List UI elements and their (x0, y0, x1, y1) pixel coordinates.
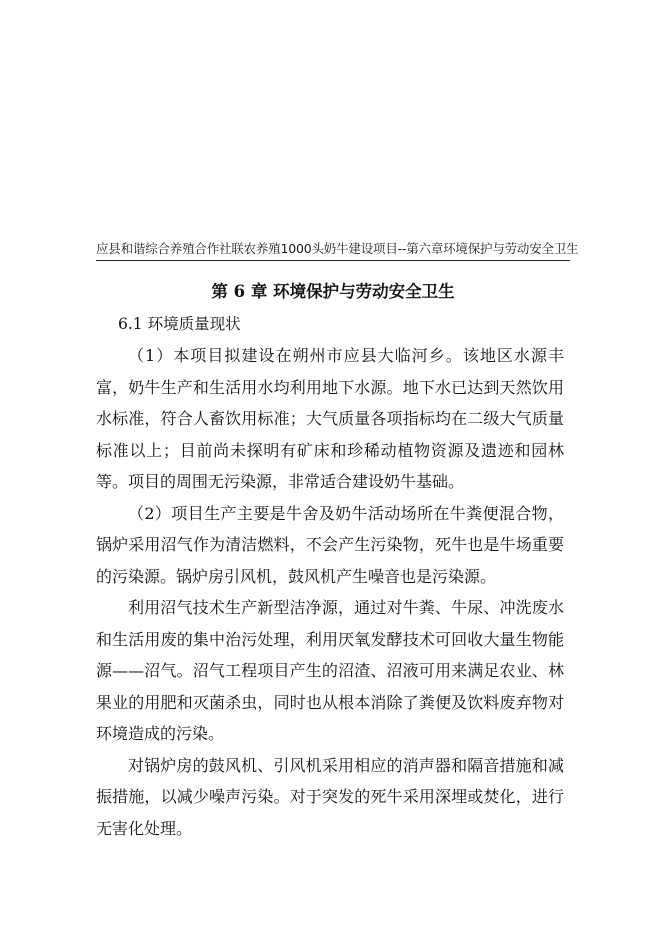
paragraph-biogas-treatment: 利用沼气技术生产新型洁净源，通过对牛粪、牛尿、冲洗废水和生活用废的集中治污处理，利用厌氧发酵技术可回收大量生物能源——沼气。沼气工程项目产生的沼渣、沼液可用来满足农业、林果业的用肥和灭菌杀虫，同时也从根本消除了粪便及饮料废弃物对环境造成的污染。 (96, 598, 564, 743)
body-text (96, 340, 564, 844)
paragraph-noise-control: 对锅炉房的鼓风机、引风机采用相应的消声器和隔音措施和减振措施，以减少噪声污染。对于突发的死牛采用深埋或焚化，进行无害化处理。 (96, 755, 564, 838)
paragraph-pollution-sources: （2）项目生产主要是牛舍及奶牛活动场所在牛粪便混合物，锅炉采用沼气作为清洁燃料，不会产生污染物，死牛也是牛场重要的污染源。锅炉房引风机，鼓风机产生噪音也是污染源。 (96, 503, 564, 586)
section-heading: 6.1 环境质量现状 (118, 315, 241, 333)
chapter-title: 第 6 章 环境保护与劳动安全卫生 (211, 282, 455, 301)
running-header: 应县和谐综合养殖合作社联农养殖1000头奶牛建设项目--第六章环境保护与劳动安全卫生 (96, 241, 579, 256)
header-rule (96, 260, 570, 261)
paragraph-water-air-quality: （1）本项目拟建设在朔州市应县大临河乡。该地区水源丰富，奶牛生产和生活用水均利用地下水源。地下水已达到天然饮用水标准，符合人畜饮用标准；大气质量各项指标均在二级大气质量标准以上；目前尚未探明有矿床和珍稀动植物资源及遗迹和园林等。项目的周围无污染源，非常适合建设奶牛基础。 (96, 346, 564, 491)
